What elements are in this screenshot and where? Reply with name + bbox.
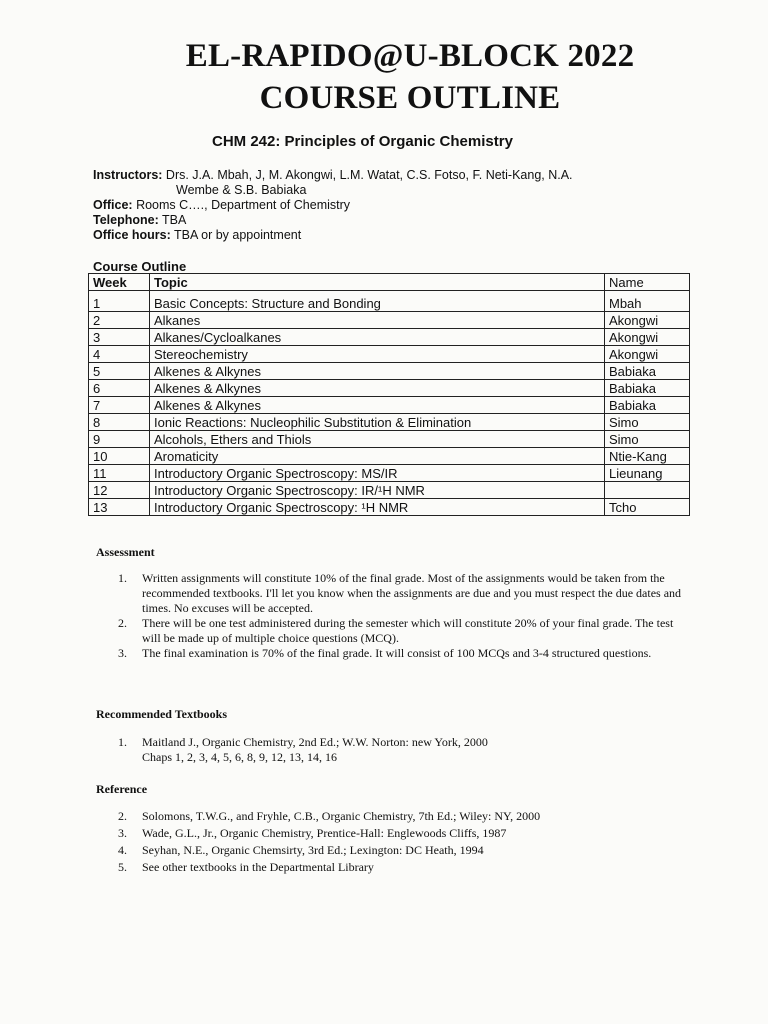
table-header-row (89, 274, 690, 291)
topic-cell: Alkanes (150, 312, 605, 329)
table-row (89, 380, 690, 397)
item-number: 3. (118, 646, 127, 660)
topic-cell: Alcohols, Ethers and Thiols (150, 431, 605, 448)
topic-cell: Alkenes & Alkynes (150, 397, 605, 414)
topic-cell: Aromaticity (150, 448, 605, 465)
item-text: Maitland J., Organic Chemistry, 2nd Ed.; W.W. Norton: new York, 2000 (142, 735, 488, 749)
topic-cell: Alkenes & Alkynes (150, 363, 605, 380)
textbooks-list (118, 735, 688, 765)
item-text: The final examination is 70% of the final grade. It will consist of 100 MCQs and 3-4 structured questions. (142, 646, 652, 660)
item-number: 3. (118, 826, 127, 840)
item-text: Written assignments will constitute 10% of the final grade. Most of the assignments would be taken from the recommended textbooks. I'll let you know when the assignments are due and you must respect the due dates and times. No excuses will be accepted. (142, 571, 682, 615)
list-item (118, 808, 688, 825)
instructor-cell: Simo (605, 414, 690, 431)
column-header-name: Name (605, 274, 690, 291)
instructors-label: Instructors: (93, 168, 163, 182)
telephone-value: TBA (158, 213, 187, 227)
instructor-cell: Akongwi (605, 346, 690, 363)
table-row (89, 329, 690, 346)
office-hours-line (93, 228, 301, 242)
topic-cell: Ionic Reactions: Nucleophilic Substitution & Elimination (150, 414, 605, 431)
table-row (89, 499, 690, 516)
item-text: Solomons, T.W.G., and Fryhle, C.B., Organic Chemistry, 7th Ed.; Wiley: NY, 2000 (142, 809, 541, 823)
instructor-cell: Lieunang (605, 465, 690, 482)
document-title-line1: EL-RAPIDO@U-BLOCK 2022 (185, 38, 635, 74)
office-label: Office: (93, 198, 133, 212)
table-row (89, 431, 690, 448)
reference-list (118, 808, 688, 876)
list-item (118, 842, 688, 859)
column-header-topic: Topic (150, 274, 605, 291)
course-outline-table (88, 273, 690, 516)
item-number: 4. (118, 843, 127, 857)
table-row (89, 448, 690, 465)
instructor-cell: Akongwi (605, 312, 690, 329)
topic-cell: Introductory Organic Spectroscopy: ¹H NMR (150, 499, 605, 516)
week-cell: 2 (89, 312, 150, 329)
item-number: 1. (118, 571, 127, 585)
item-chapters: Chaps 1, 2, 3, 4, 5, 6, 8, 9, 12, 13, 14, 16 (142, 750, 337, 764)
office-line (93, 198, 350, 212)
week-cell: 11 (89, 465, 150, 482)
list-item (118, 825, 688, 842)
topic-cell: Introductory Organic Spectroscopy: IR/¹H NMR (150, 482, 605, 499)
week-cell: 10 (89, 448, 150, 465)
instructors-line2: Wembe & S.B. Babiaka (176, 183, 307, 197)
topic-cell: Alkanes/Cycloalkanes (150, 329, 605, 346)
list-item (118, 571, 688, 616)
instructors-value: Drs. J.A. Mbah, J, M. Akongwi, L.M. Watat, C.S. Fotso, F. Neti-Kang, N.A. (162, 168, 573, 182)
list-item (118, 859, 688, 876)
table-row (89, 465, 690, 482)
instructor-cell: Babiaka (605, 397, 690, 414)
table-row (89, 482, 690, 499)
table-row (89, 346, 690, 363)
instructor-cell: Mbah (605, 291, 690, 312)
item-number: 2. (118, 616, 127, 630)
instructor-cell: Simo (605, 431, 690, 448)
item-text: See other textbooks in the Departmental Library (142, 860, 374, 874)
instructor-cell: Tcho (605, 499, 690, 516)
week-cell: 5 (89, 363, 150, 380)
instructor-cell: Babiaka (605, 363, 690, 380)
table-row (89, 414, 690, 431)
item-text: Wade, G.L., Jr., Organic Chemistry, Prentice-Hall: Englewoods Cliffs, 1987 (142, 826, 507, 840)
instructor-cell: Babiaka (605, 380, 690, 397)
instructors-line (93, 168, 573, 182)
telephone-label: Telephone: (93, 213, 159, 227)
item-text: There will be one test administered during the semester which will constitute 20% of your final grade. The test will be made up of multiple choice questions (MCQ). (142, 616, 674, 645)
week-cell: 13 (89, 499, 150, 516)
item-number: 1. (118, 735, 127, 749)
item-number: 2. (118, 809, 127, 823)
table-row (89, 363, 690, 380)
course-outline-heading: Course Outline (93, 259, 187, 274)
assessment-list (118, 571, 688, 661)
week-cell: 1 (89, 291, 150, 312)
topic-cell: Alkenes & Alkynes (150, 380, 605, 397)
table-row (89, 291, 690, 312)
item-text: Seyhan, N.E., Organic Chemsirty, 3rd Ed.; Lexington: DC Heath, 1994 (142, 843, 484, 857)
list-item (118, 616, 688, 646)
instructor-cell: Ntie-Kang (605, 448, 690, 465)
telephone-line (93, 213, 186, 227)
week-cell: 3 (89, 329, 150, 346)
office-hours-value: TBA or by appointment (170, 228, 302, 242)
topic-cell: Introductory Organic Spectroscopy: MS/IR (150, 465, 605, 482)
week-cell: 6 (89, 380, 150, 397)
table-row (89, 397, 690, 414)
week-cell: 7 (89, 397, 150, 414)
assessment-heading: Assessment (96, 545, 155, 559)
list-item (118, 735, 688, 765)
office-hours-label: Office hours: (93, 228, 171, 242)
topic-cell: Basic Concepts: Structure and Bonding (150, 291, 605, 312)
column-header-week: Week (89, 274, 150, 291)
item-number: 5. (118, 860, 127, 874)
office-value: Rooms C…., Department of Chemistry (132, 198, 351, 212)
week-cell: 8 (89, 414, 150, 431)
instructor-cell (605, 482, 690, 499)
week-cell: 4 (89, 346, 150, 363)
reference-heading: Reference (96, 782, 148, 796)
week-cell: 12 (89, 482, 150, 499)
list-item (118, 646, 688, 661)
week-cell: 9 (89, 431, 150, 448)
document-title-line2: COURSE OUTLINE (259, 80, 561, 116)
course-title: CHM 242: Principles of Organic Chemistry (212, 133, 513, 150)
textbooks-heading: Recommended Textbooks (96, 707, 228, 721)
table-row (89, 312, 690, 329)
topic-cell: Stereochemistry (150, 346, 605, 363)
instructor-cell: Akongwi (605, 329, 690, 346)
